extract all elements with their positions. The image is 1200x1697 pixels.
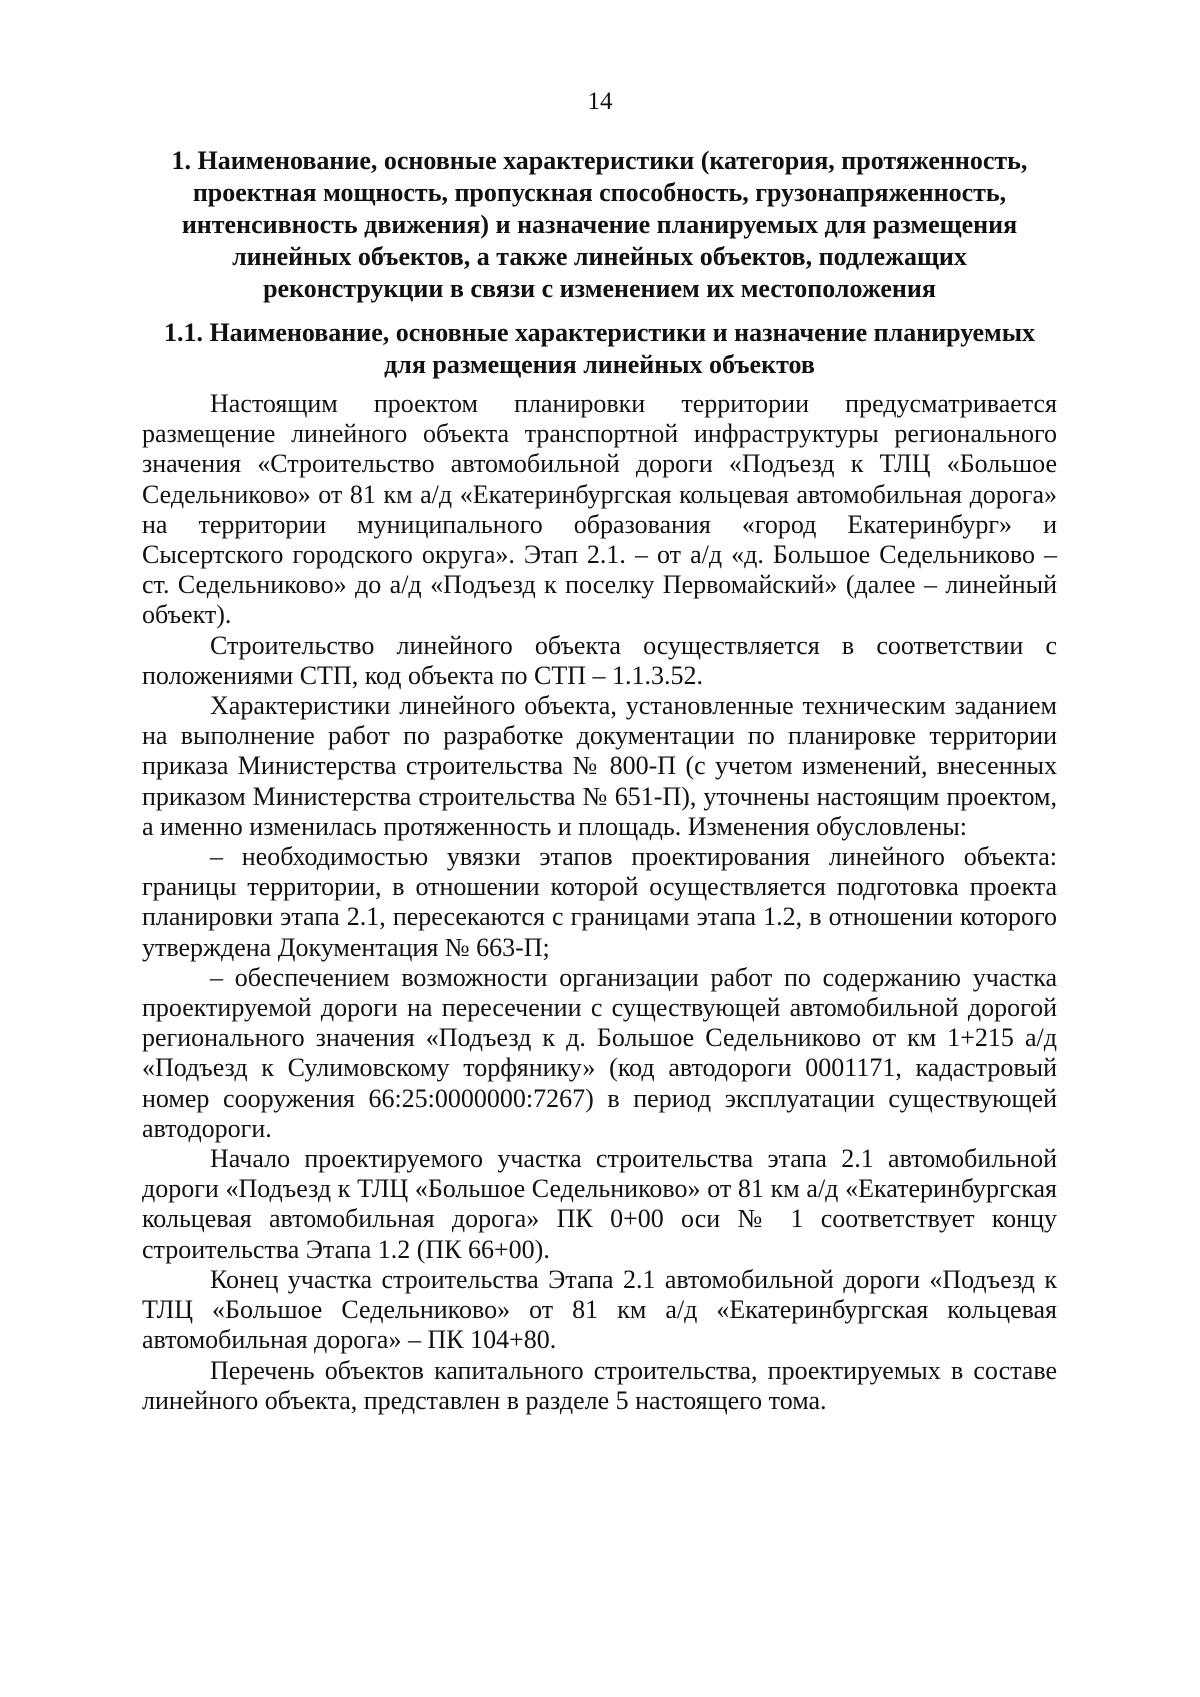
paragraph-start: Начало проектируемого участка строительства этапа 2.1 автомобильной дороги «Подъезд к ТЛЦ «Большое Седельниково» от 81 км а/д «Екатеринбургская кольцевая автомобильная дорога» ПК 0+00 оси № 1 соответствует концу строительства Этапа 1.2 (ПК 66+00). xyxy=(142,1144,1057,1264)
paragraph-characteristics: Характеристики линейного объекта, установленные техническим заданием на выполнение работ по разработке документации по планировке территории приказа Министерства строительства № 800-П (с учетом изменений, внесенных приказом Министерства строительства № 651-П), уточнены настоящим проектом, а именно изменилась протяженность и площадь. Изменения обусловлены: xyxy=(142,691,1057,841)
section-heading: 1. Наименование, основные характеристики (категория, протяженность, проектная мощность, пропускная способность, грузонапряженность, интенсивность движения) и назначение планируемых для размещения линейных объектов, а также линейных объектов, подлежащих реконструкции в связи с изменением их местоположения xyxy=(171,146,1028,303)
page-number: 14 xyxy=(587,88,613,115)
paragraph-reason-2: – обеспечением возможности организации работ по содержанию участка проектируемой дороги на пересечении с существующей автомобильной дорогой регионального значения «Подъезд к д. Большое Седельниково от км 1+215 а/д «Подъезд к Сулимовскому торфянику» (код автодороги 0001171, кадастровый номер сооружения 66:25:0000000:7267) в период эксплуатации существующей автодороги. xyxy=(142,962,1057,1143)
paragraph-intro: Настоящим проектом планировки территории предусматривается размещение линейного объекта транспортной инфраструктуры регионального значения «Строительство автомобильной дороги «Подъезд к ТЛЦ «Большое Седельниково» от 81 км а/д «Екатеринбургская кольцевая автомобильная дорога» на территории муниципального образования «город Екатеринбург» и Сысертского городского округа». Этап 2.1. – от а/д «д. Большое Седельниково – ст. Седельниково» до а/д «Подъезд к поселку Первомайский» (далее – линейный объект). xyxy=(142,389,1057,630)
document-body xyxy=(142,145,1057,1416)
paragraph-end: Конец участка строительства Этапа 2.1 автомобильной дороги «Подъезд к ТЛЦ «Большое Седельниково» от 81 км а/д «Екатеринбургская кольцевая автомобильная дорога» – ПК 104+80. xyxy=(142,1264,1057,1355)
subsection-heading: 1.1. Наименование, основные характеристики и назначение планируемых для размещения линейных объектов xyxy=(163,318,1036,379)
paragraph-construction: Строительство линейного объекта осуществляется в соответствии с положениями СТП, код объекта по СТП – 1.1.3.52. xyxy=(142,630,1057,690)
paragraph-list: Перечень объектов капитального строительства, проектируемых в составе линейного объекта, представлен в разделе 5 настоящего тома. xyxy=(142,1355,1057,1415)
paragraph-reason-1: – необходимостью увязки этапов проектирования линейного объекта: границы территории, в отношении которой осуществляется подготовка проекта планировки этапа 2.1, пересекаются с границами этапа 1.2, в отношении которого утверждена Документация № 663-П; xyxy=(142,842,1057,962)
